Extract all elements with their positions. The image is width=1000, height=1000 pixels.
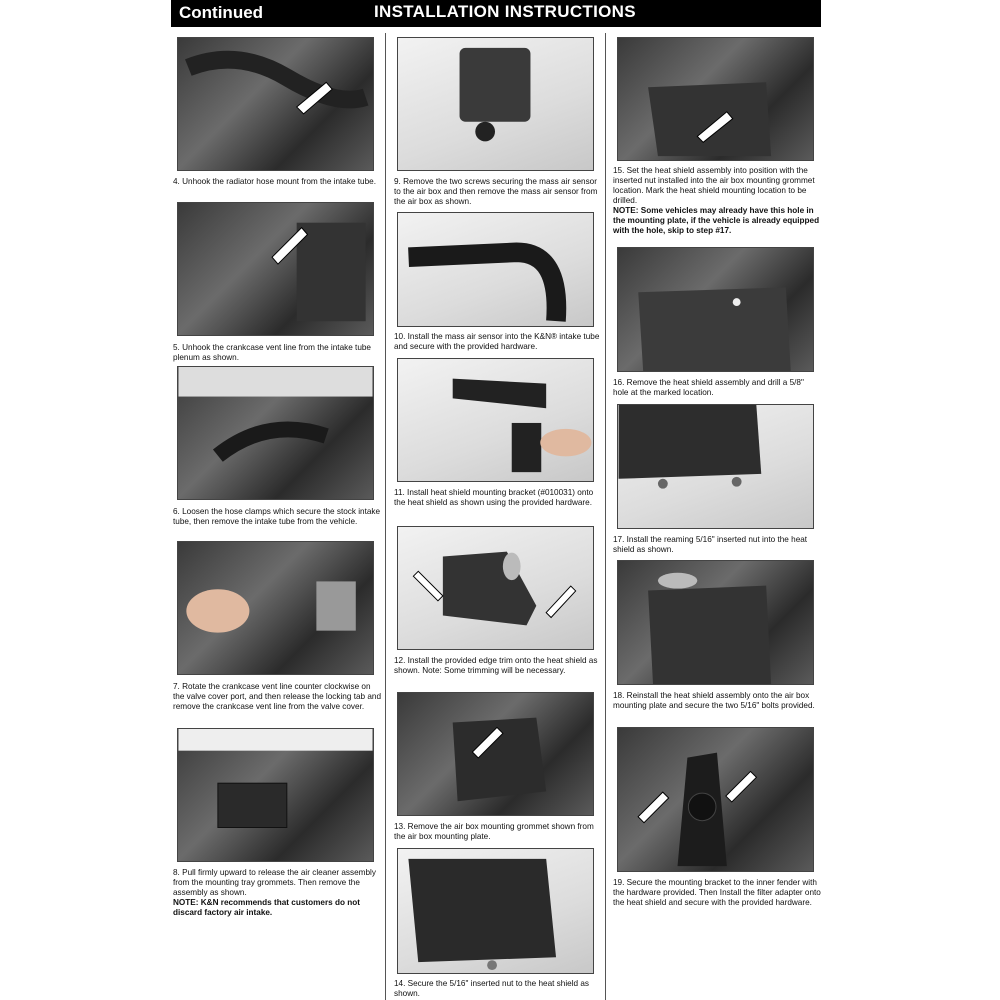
step-19-photo	[617, 727, 814, 872]
step-4-caption	[173, 177, 381, 187]
step-12-text: 12. Install the provided edge trim onto the heat shield as shown. Note: Some trimming will be necessary.	[394, 656, 598, 675]
step-6-photo	[177, 366, 374, 500]
column-divider-2	[605, 33, 606, 1000]
step-15-caption	[613, 166, 821, 236]
step-10-caption	[394, 332, 600, 352]
step-5-caption	[173, 343, 381, 363]
step-7-caption	[173, 682, 381, 712]
step-15-text: 15. Set the heat shield assembly into position with the inserted nut installed into the air box mounting grommet location. Mark the heat shield mounting location to be drilled.	[613, 166, 815, 205]
step-15-photo	[617, 37, 814, 161]
step-9-photo	[397, 37, 594, 171]
header-continued: Continued	[179, 3, 264, 22]
step-15-note: NOTE: Some vehicles may already have this hole in the mounting plate, if the vehicle is already equipped with the hole, skip to step #17.	[613, 206, 820, 235]
step-10-text: 10. Install the mass air sensor into the K&N® intake tube and secure with the provided hardware.	[394, 332, 600, 351]
step-18-text: 18. Reinstall the heat shield assembly onto the air box mounting plate and secure the two 5/16" bolts provided.	[613, 691, 815, 710]
step-16-caption	[613, 378, 821, 398]
step-18-caption	[613, 691, 821, 711]
step-8-caption	[173, 868, 381, 918]
step-6-caption	[173, 507, 381, 527]
header-title: INSTALLATION INSTRUCTIONS	[374, 2, 636, 21]
step-10-photo	[397, 212, 594, 327]
step-8-photo	[177, 728, 374, 862]
step-18-photo	[617, 560, 814, 685]
step-13-photo	[397, 692, 594, 816]
column-divider-1	[385, 33, 386, 1000]
step-9-caption	[394, 177, 600, 207]
step-16-photo	[617, 247, 814, 372]
step-14-caption	[394, 979, 600, 999]
step-19-caption	[613, 878, 821, 908]
step-13-text: 13. Remove the air box mounting grommet shown from the air box mounting plate.	[394, 822, 594, 841]
step-19-text: 19. Secure the mounting bracket to the inner fender with the hardware provided. Then Install the filter adapter onto the heat shield and secure with the provided hardware.	[613, 878, 821, 907]
step-6-text: 6. Loosen the hose clamps which secure the stock intake tube, then remove the intake tube from the vehicle.	[173, 507, 381, 526]
step-8-note: NOTE: K&N recommends that customers do not discard factory air intake.	[173, 898, 360, 917]
step-17-photo	[617, 404, 814, 529]
step-11-photo	[397, 358, 594, 482]
step-7-text: 7. Rotate the crankcase vent line counter clockwise on the valve cover port, and then release the locking tab and remove the crankcase vent line from the valve cover.	[173, 682, 382, 711]
page-header	[171, 0, 821, 27]
step-14-photo	[397, 848, 594, 974]
step-16-text: 16. Remove the heat shield assembly and drill a 5/8" hole at the marked location.	[613, 378, 804, 397]
step-4-photo	[177, 37, 374, 171]
step-8-text: 8. Pull firmly upward to release the air cleaner assembly from the mounting tray grommets. Then remove the assembly as shown.	[173, 868, 376, 897]
step-11-caption	[394, 488, 600, 508]
step-13-caption	[394, 822, 600, 842]
step-17-text: 17. Install the reaming 5/16" inserted nut into the heat shield as shown.	[613, 535, 808, 554]
step-7-photo	[177, 541, 374, 675]
step-11-text: 11. Install heat shield mounting bracket (#010031) onto the heat shield as shown using the provided hardware.	[394, 488, 594, 507]
step-14-text: 14. Secure the 5/16" inserted nut to the heat shield as shown.	[394, 979, 589, 998]
step-12-caption	[394, 656, 600, 676]
step-4-text: 4. Unhook the radiator hose mount from the intake tube.	[173, 177, 376, 186]
step-17-caption	[613, 535, 821, 555]
step-12-photo	[397, 526, 594, 650]
step-5-photo	[177, 202, 374, 336]
step-5-text: 5. Unhook the crankcase vent line from the intake tube plenum as shown.	[173, 343, 371, 362]
step-9-text: 9. Remove the two screws securing the mass air sensor to the air box and then remove the mass air sensor from the air box as shown.	[394, 177, 598, 206]
